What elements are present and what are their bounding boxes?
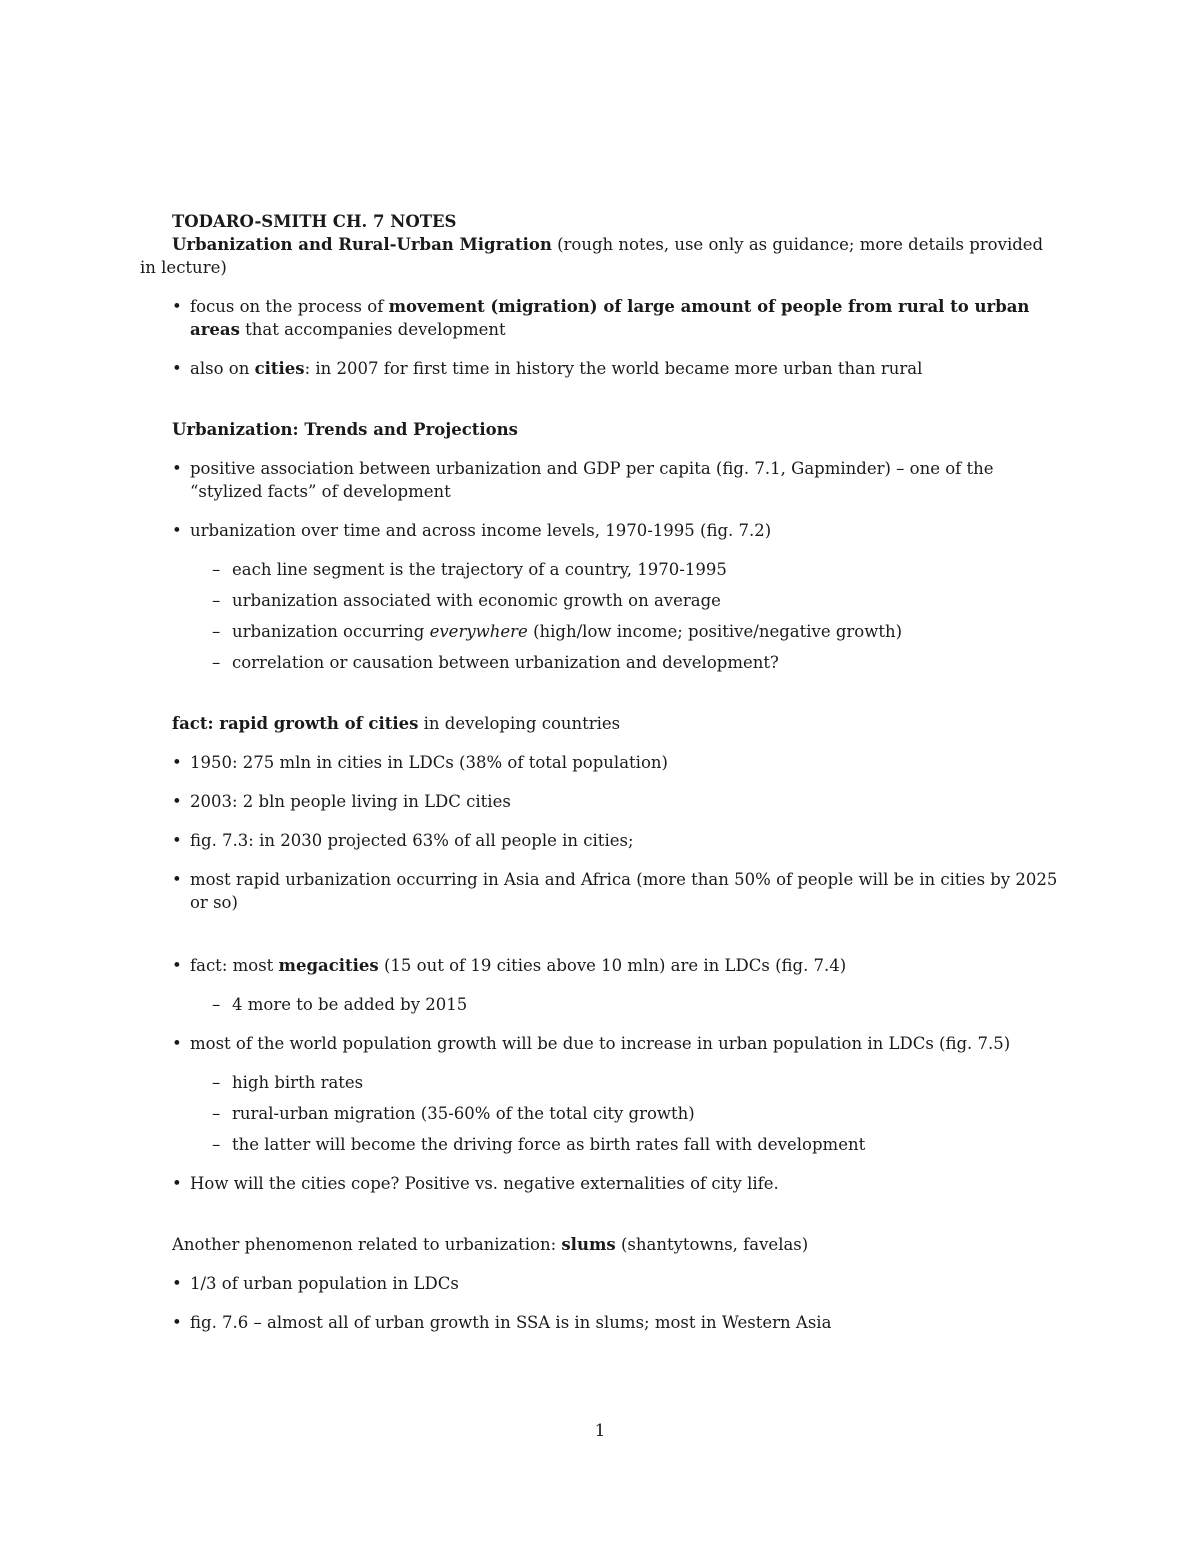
- section-heading-trends: Urbanization: Trends and Projections: [172, 420, 518, 439]
- document-page: [140, 210, 1062, 1334]
- megacities-sublist: [190, 993, 1062, 1016]
- page-number: 1: [594, 1421, 606, 1441]
- cities-list: [140, 751, 1062, 1195]
- growth-sublist: [190, 1071, 1062, 1156]
- trends-list: [140, 457, 1062, 674]
- subtitle-note: (rough notes, use only as guidance; more details provided in lecture): [140, 235, 1044, 277]
- list-item: • fig. 7.3: in 2030 projected 63% of all people in cities;: [140, 829, 1062, 852]
- list-item: • fact: most megacities (15 out of 19 cities above 10 mln) are in LDCs (fig. 7.4) – 4 more to be added by 2015: [140, 954, 1062, 1016]
- sub-list-item: – the latter will become the driving force as birth rates fall with development: [190, 1133, 1062, 1156]
- sub-list-item: – urbanization occurring everywhere (high/low income; positive/negative growth): [190, 620, 1062, 643]
- sub-list-item: – rural-urban migration (35-60% of the total city growth): [190, 1102, 1062, 1125]
- sub-list-item: – urbanization associated with economic growth on average: [190, 589, 1062, 612]
- list-item: • most rapid urbanization occurring in Asia and Africa (more than 50% of people will be in cities by 2025 or so): [140, 868, 1062, 914]
- document-subtitle: [140, 233, 1062, 279]
- list-item: • positive association between urbanization and GDP per capita (fig. 7.1, Gapminder) – one of the “stylized facts” of development: [140, 457, 1062, 503]
- section-heading-cities: fact: rapid growth of cities in developing countries: [172, 714, 621, 733]
- sub-list-item: – each line segment is the trajectory of a country, 1970-1995: [190, 558, 1062, 581]
- list-item: • 1/3 of urban population in LDCs: [140, 1272, 1062, 1295]
- sub-list-item: – 4 more to be added by 2015: [190, 993, 1062, 1016]
- trends-sublist: [190, 558, 1062, 674]
- list-item: • also on cities: in 2007 for first time in history the world became more urban than rural: [140, 357, 1062, 380]
- section-heading-slums: Another phenomenon related to urbanization: slums (shantytowns, favelas): [172, 1235, 809, 1254]
- list-item: • 2003: 2 bln people living in LDC cities: [140, 790, 1062, 813]
- subtitle-bold: Urbanization and Rural-Urban Migration: [172, 235, 552, 254]
- list-item: • How will the cities cope? Positive vs. negative externalities of city life.: [140, 1172, 1062, 1195]
- list-item: • urbanization over time and across income levels, 1970-1995 (fig. 7.2) – each line segment is the trajectory of a country, 1970-1995 – urbanization associated with economic growth on average – urbanization occurring everywhere (high/low income; positive/negative growth) – correlation or causation between urbanization and development?: [140, 519, 1062, 674]
- list-item: • most of the world population growth will be due to increase in urban population in LDCs (fig. 7.5) – high birth rates – rural-urban migration (35-60% of the total city growth) – the latter will become the driving force as birth rates fall with development: [140, 1032, 1062, 1156]
- sub-list-item: – correlation or causation between urbanization and development?: [190, 651, 1062, 674]
- intro-list: [140, 295, 1062, 380]
- document-title: TODARO-SMITH CH. 7 NOTES: [172, 212, 457, 231]
- list-item: • 1950: 275 mln in cities in LDCs (38% of total population): [140, 751, 1062, 774]
- list-item: • focus on the process of movement (migration) of large amount of people from rural to urban areas that accompanies development: [140, 295, 1062, 341]
- slums-list: [140, 1272, 1062, 1334]
- sub-list-item: – high birth rates: [190, 1071, 1062, 1094]
- list-item: • fig. 7.6 – almost all of urban growth in SSA is in slums; most in Western Asia: [140, 1311, 1062, 1334]
